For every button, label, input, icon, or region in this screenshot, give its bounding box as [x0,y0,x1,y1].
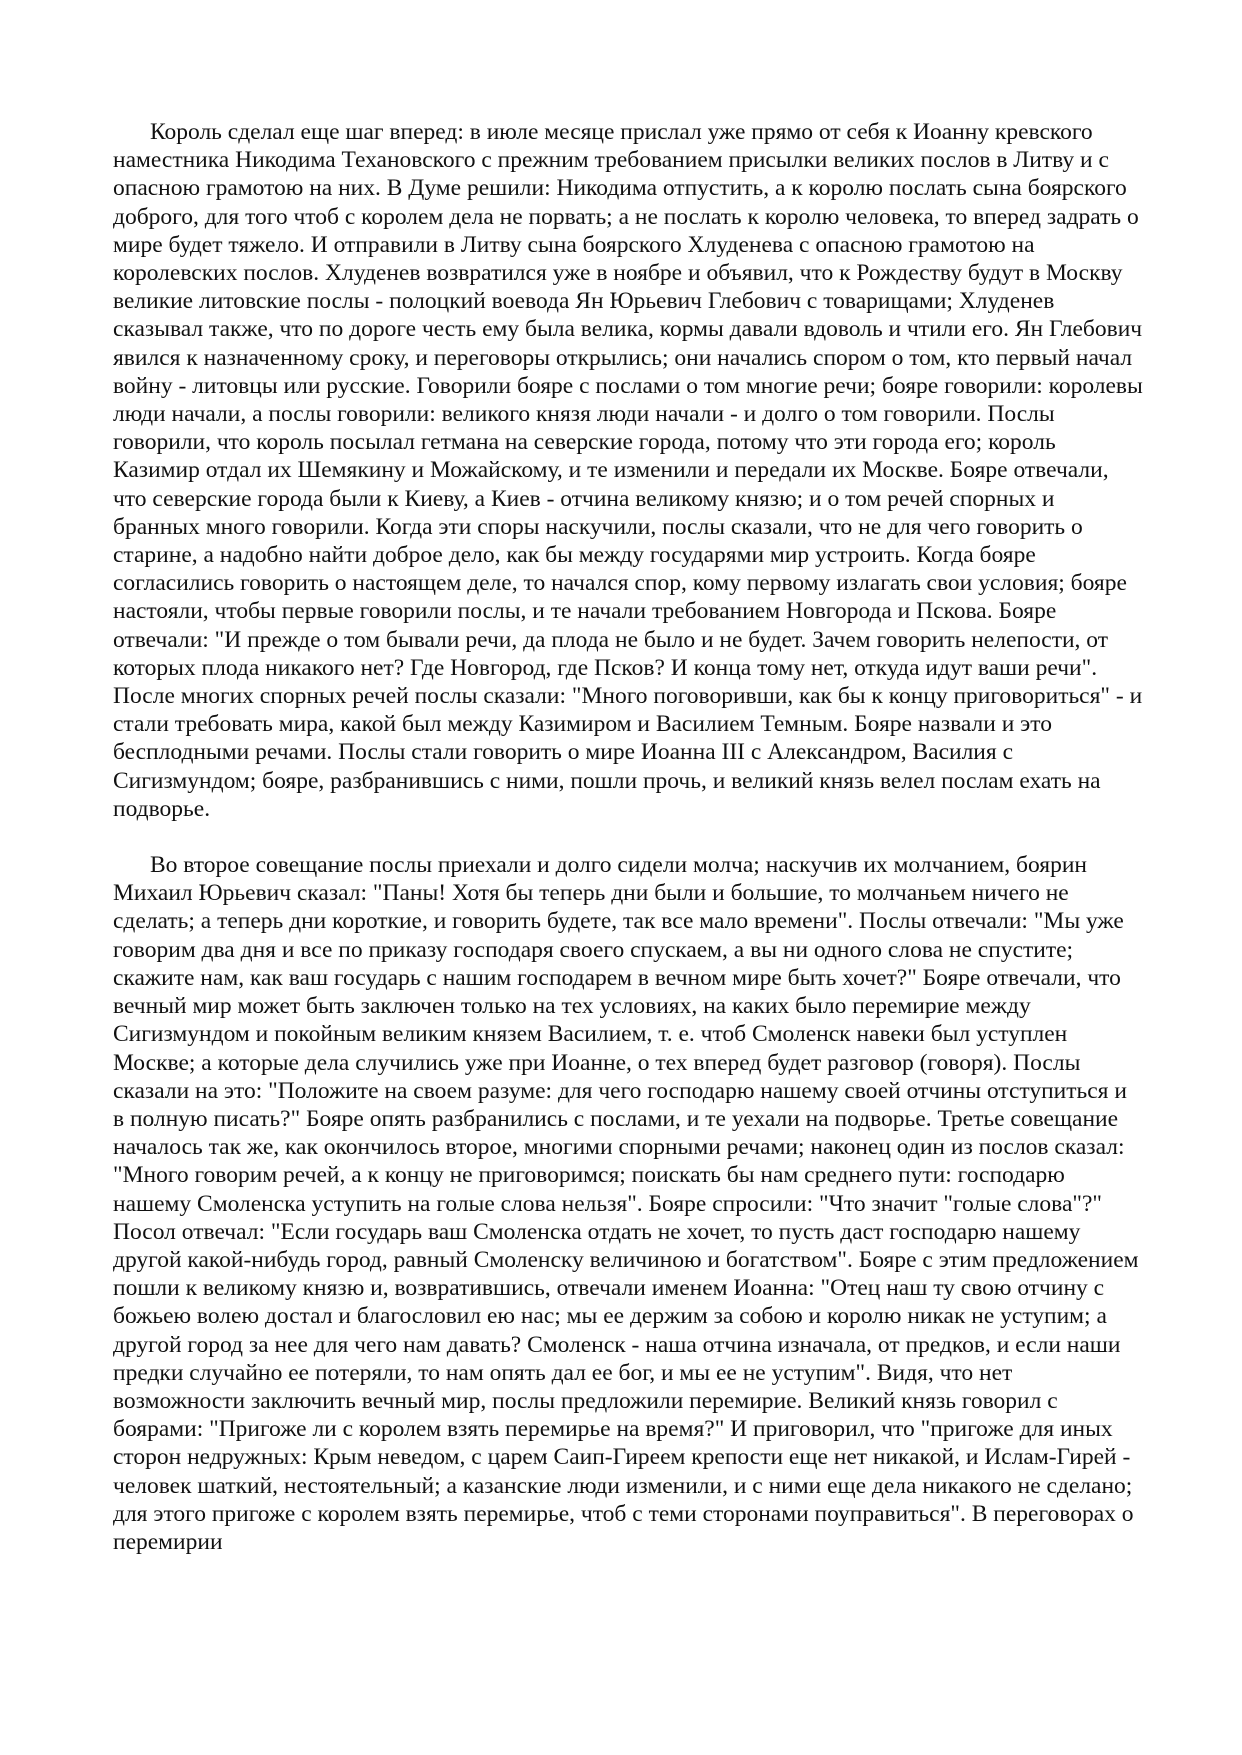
document-page [113,118,1143,1556]
paragraph: Во второе совещание послы приехали и долго сидели молча; наскучив их молчанием, боярин Михаил Юрьевич сказал: "Паны! Хотя бы теперь дни были и большие, то молчаньем ничего не сделать; а теперь дни короткие, и говорить будете, так все мало времени". Послы отвечали: "Мы уже говорим два дня и все по приказу господаря своего спускаем, а вы ни одного слова не спустите; скажите нам, как ваш государь с нашим господарем в вечном мире быть хочет?" Бояре отвечали, что вечный мир может быть заключен только на тех условиях, на каких было перемирие между Сигизмундом и покойным великим князем Василием, т. е. чтоб Смоленск навеки был уступлен Москве; а которые дела случились уже при Иоанне, о тех вперед будет разговор (говоря). Послы сказали на это: "Положите на своем разуме: для чего господарю нашему своей отчины отступиться и в полную писать?" Бояре опять разбранились с послами, и те уехали на подворье. Третье совещание началось так же, как окончилось второе, многими спорными речами; наконец один из послов сказал: "Много говорим речей, а к концу не приговоримся; поискать бы нам среднего пути: господарю нашему Смоленска уступить на голые слова нельзя". Бояре спросили: "Что значит "голые слова"?" Посол отвечал: "Если государь ваш Смоленска отдать не хочет, то пусть даст господарю нашему другой какой-нибудь город, равный Смоленску величиною и богатством". Бояре с этим предложением пошли к великому князю и, возвратившись, отвечали именем Иоанна: "Отец наш ту свою отчину с божьею волею достал и благословил ею нас; мы ее держим за собою и королю никак не уступим; а другой город за нее для чего нам давать? Смоленск - наша отчина изначала, от предков, и если наши предки случайно ее потеряли, то нам опять дал ее бог, и мы ее не уступим". Видя, что нет возможности заключить вечный мир, послы предложили перемирие. Великий князь говорил с боярами: "Пригоже ли с королем взять перемирье на время?" И приговорил, что "пригоже для иных сторон недружных: Крым неведом, с царем Саип-Гиреем крепости еще нет никакой, и Ислам-Гирей - человек шаткий, нестоятельный; а казанские люди изменили, и с ними еще дела никакого не сделано; для этого пригоже с королем взять перемирье, чтоб с теми сторонами поуправиться". В переговорах о перемирии [113,852,1139,1555]
paragraph: Король сделал еще шаг вперед: в июле месяце прислал уже прямо от себя к Иоанну кревского наместника Никодима Техановского с прежним требованием присылки великих послов в Литву и с опасною грамотою на них. В Думе решили: Никодима отпустить, а к королю послать сына боярского доброго, для того чтоб с королем дела не порвать; а не послать к королю человека, то вперед задрать о мире будет тяжело. И отправили в Литву сына боярского Хлуденева с опасною грамотою на королевских послов. Хлуденев возвратился уже в ноябре и объявил, что к Рождеству будут в Москву великие литовские послы - полоцкий воевода Ян Юрьевич Глебович с товарищами; Хлуденев сказывал также, что по дороге честь ему была велика, кормы давали вдоволь и чтили его. Ян Глебович явился к назначенному сроку, и переговоры открылись; они начались спором о том, кто первый начал войну - литовцы или русские. Говорили бояре с послами о том многие речи; бояре говорили: королевы люди начали, а послы говорили: великого князя люди начали - и долго о том говорили. Послы говорили, что король посылал гетмана на северские города, потому что эти города его; король Казимир отдал их Шемякину и Можайскому, и те изменили и передали их Москве. Бояре отвечали, что северские города были к Киеву, а Киев - отчина великому князю; и о том речей спорных и бранных много говорили. Когда эти споры наскучили, послы сказали, что не для чего говорить о старине, а надобно найти доброе дело, как бы между государями мир устроить. Когда бояре согласились говорить о настоящем деле, то начался спор, кому первому излагать свои условия; бояре настояли, чтобы первые говорили послы, и те начали требованием Новгорода и Пскова. Бояре отвечали: "И прежде о том бывали речи, да плода не было и не будет. Зачем говорить нелепости, от которых плода никакого нет? Где Новгород, где Псков? И конца тому нет, откуда идут ваши речи". После многих спорных речей послы сказали: "Много поговоривши, как бы к концу приговориться" - и стали требовать мира, какой был между Казимиром и Василием Темным. Бояре назвали и это бесплодными речами. Послы стали говорить о мире Иоанна III с Александром, Василия с Сигизмундом; бояре, разбранившись с ними, пошли прочь, и великий князь велел послам ехать на подворье. [113,119,1143,822]
